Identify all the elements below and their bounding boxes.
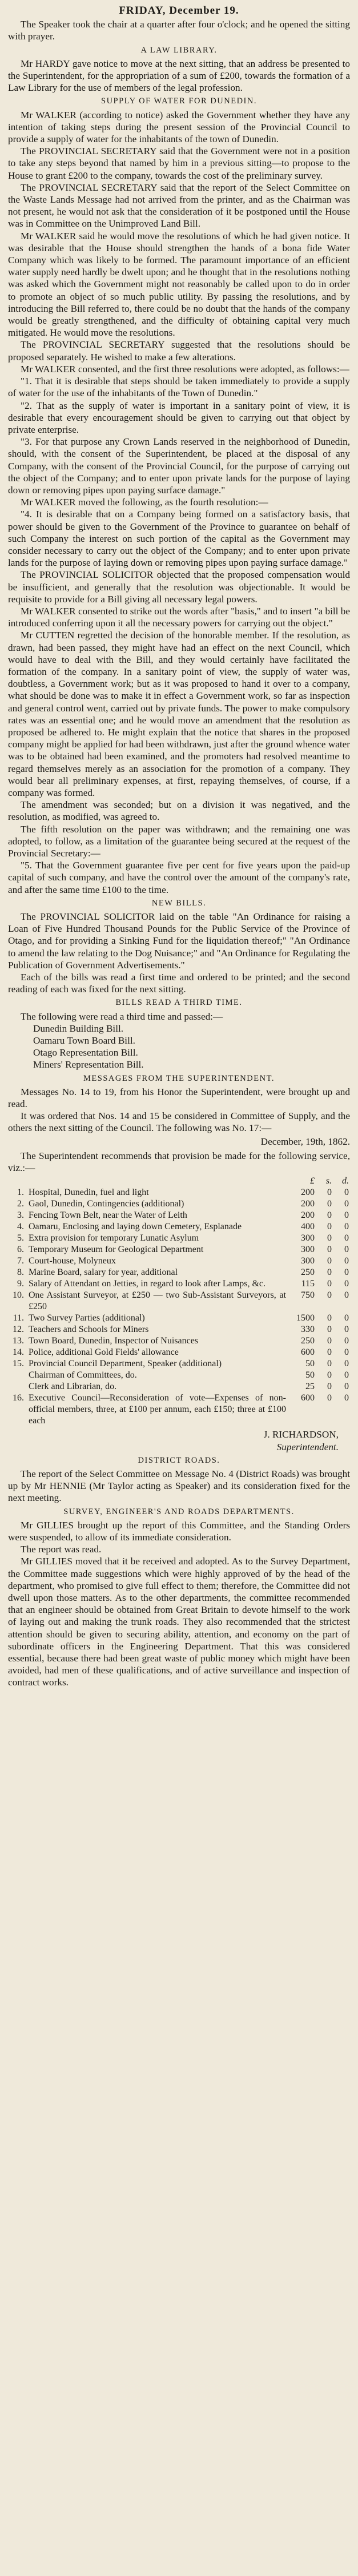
survey-report-brought-up: Mr GILLIES brought up the report of this Committee, and the Standing Orders were suspended, to allow of its immediate consideration. bbox=[8, 1519, 350, 1543]
new-bills-tabled: The PROVINCIAL SOLICITOR laid on the table "An Ordinance for raising a Loan of Five Hundred Thousand Pounds for the Public Service of the Province of Otago, and for providing a Sinking Fund for the liquidation thereof;" "An Ordinance to amend the law relating to the Dog Nuisance;" and "An Ordinance for Regulating the Publication of Government Advertisements." bbox=[8, 911, 350, 971]
amendment-result: The amendment was seconded; but on a division it was negatived, and the resolution, as modified, was agreed to. bbox=[8, 799, 350, 823]
messages-ordered: It was ordered that Nos. 14 and 15 be considered in Committee of Supply, and the others the next sitting of the Council. The following was No. 17:— bbox=[8, 1110, 350, 1134]
estimate-pence: 0 bbox=[344, 1336, 349, 1346]
estimate-number: 2. bbox=[17, 1199, 24, 1209]
resolution-4: "4. It is desirable that on a Company being formed on a satisfactory basis, that power should be given to the Government of the Province to guarantee on behalf of such Company the interest on such portion of the capital as the Government may consider necessary to carry out the object of the Company; and to enter upon private lands for the purpose of laying down or removing pipes upon paying surface damage." bbox=[8, 509, 350, 569]
gillies-motion: Mr GILLIES moved that it be received and adopted. As to the Survey Department, the Committee made suggestions which were highly approved of by the head of the department, who promised to give full effect to them; therefore, the Committee did not dwell upon those matters. As to the other departments, the committee recommended that an engineer should be obtained from Great Britain to devote himself to the work of laying out and making the trunk roads. They also recommended that the strictest attention should be given to securing ability, attention, and economy on the part of subordinate officers in the Engineering Department. That this was considered essential, because there had been great waste of public money which might have been avoided, had men of these qualifications, and of active surveillance and inspection of contract works. bbox=[8, 1556, 350, 1688]
estimate-pounds: 250 bbox=[301, 1267, 315, 1278]
estimate-row bbox=[8, 1221, 350, 1233]
estimate-pounds: 300 bbox=[301, 1233, 315, 1243]
estimate-number: 15. bbox=[13, 1359, 24, 1369]
estimate-pence: 0 bbox=[344, 1325, 349, 1335]
estimate-pence: 0 bbox=[344, 1279, 349, 1289]
estimate-number: 10. bbox=[13, 1290, 24, 1301]
estimate-pence: 0 bbox=[344, 1393, 349, 1403]
estimate-description: Marine Board, salary for year, additional bbox=[29, 1267, 178, 1278]
estimate-number: 3. bbox=[17, 1210, 24, 1221]
estimate-pounds: 200 bbox=[301, 1188, 315, 1198]
estimate-pounds: 600 bbox=[301, 1393, 315, 1403]
law-library-notice: Mr HARDY gave notice to move at the next sitting, that an address be presented to the Superintendent, for the appropriation of a sum of £200, towards the formation of a Law Library for the use of members of the legal profession. bbox=[8, 58, 350, 94]
estimate-pence: 0 bbox=[344, 1290, 349, 1301]
estimate-pence: 0 bbox=[344, 1370, 349, 1380]
estimate-shillings: 0 bbox=[327, 1279, 332, 1289]
estimate-pounds: 1500 bbox=[296, 1313, 315, 1323]
estimate-description: Chairman of Committees, do. bbox=[29, 1370, 137, 1380]
estimate-pence: 0 bbox=[344, 1245, 349, 1255]
fifth-resolution-note: The fifth resolution on the paper was withdrawn; and the remaining one was adopted, to follow, as a limitation of the guarantee being secured at the request of the Provincial Secretary:— bbox=[8, 823, 350, 859]
third-reading-intro: The following were read a third time and passed:— bbox=[21, 1011, 223, 1022]
estimate-shillings: 0 bbox=[327, 1267, 332, 1278]
estimate-shillings: 0 bbox=[327, 1370, 332, 1380]
estimate-shillings: 0 bbox=[327, 1313, 332, 1323]
estimate-pence: 0 bbox=[344, 1347, 349, 1358]
estimate-number: 7. bbox=[17, 1256, 24, 1266]
estimate-number: 5. bbox=[17, 1233, 24, 1243]
estimates-table bbox=[8, 1176, 350, 1427]
estimate-pounds: 330 bbox=[301, 1325, 315, 1335]
estimate-shillings: 0 bbox=[327, 1199, 332, 1209]
estimate-pounds: 50 bbox=[305, 1370, 315, 1380]
estimate-row bbox=[8, 1244, 350, 1255]
estimate-row bbox=[8, 1392, 350, 1427]
list-item: Otago Representation Bill. bbox=[33, 1047, 138, 1058]
estimate-number: 9. bbox=[17, 1279, 24, 1289]
fourth-resolution-intro: Mr WALKER moved the following, as the fourth resolution:— bbox=[21, 497, 268, 508]
estimate-pounds: 600 bbox=[301, 1347, 315, 1358]
estimate-shillings: 0 bbox=[327, 1222, 332, 1232]
estimate-shillings: 0 bbox=[327, 1245, 332, 1255]
estimate-pounds: 750 bbox=[301, 1290, 315, 1301]
estimate-row bbox=[8, 1324, 350, 1335]
estimate-shillings: 0 bbox=[327, 1325, 332, 1335]
walker-speech: Mr WALKER said he would move the resolutions of which he had given notice. It was desirable that the House should strengthen the hands of a bona fide Water Company which was likely to be formed. The paramount importance of an efficient water supply need hardly be dwelt upon; and he thought that in the resolutions nothing was asked which the Government might not reasonably be called upon to do in order to promote an object of so much public utility. By passing the resolutions, and by introducing the Bill referred to, there could be no doubt that the hands of the company would be greatly strengthened, and the difficulty of obtaining capital very much mitigated. He would move the resolutions. bbox=[8, 230, 350, 339]
waste-lands-message-note: The PROVINCIAL SECRETARY said that the report of the Select Committee on the Waste Lands Message had not arrived from the printer, and as the Chairman was not present, he would not ask that the consideration of it be postponed until the House was in Committee on the Unimproved Land Bill. bbox=[8, 182, 350, 230]
estimates-header-row bbox=[8, 1176, 350, 1187]
estimate-pounds: 200 bbox=[301, 1199, 315, 1209]
estimate-shillings: 0 bbox=[327, 1256, 332, 1266]
resolutions-adopted: Mr WALKER consented, and the first three resolutions were adopted, as follows:— bbox=[21, 363, 349, 375]
estimates-body bbox=[8, 1187, 350, 1427]
estimate-pence: 0 bbox=[344, 1222, 349, 1232]
estimate-number: 1. bbox=[17, 1188, 24, 1198]
estimate-shillings: 0 bbox=[327, 1233, 332, 1243]
estimate-shillings: 0 bbox=[327, 1382, 332, 1392]
estimate-description: Temporary Museum for Geological Department bbox=[29, 1245, 204, 1255]
water-secretary-reply: The PROVINCIAL SECRETARY said that the Government were not in a position to take any steps beyond that named by him in a previous sitting—to propose to the House to grant £200 to the company, towards the cost of the preliminary survey. bbox=[8, 146, 350, 181]
section-title-survey-departments: SURVEY, ENGINEER'S AND ROADS DEPARTMENTS. bbox=[63, 1507, 295, 1516]
estimate-row bbox=[8, 1198, 350, 1210]
estimate-number bbox=[8, 1370, 27, 1381]
list-item: Dunedin Building Bill. bbox=[33, 1023, 124, 1034]
section-title-district-roads: DISTRICT ROADS. bbox=[138, 1455, 220, 1465]
section-title-superintendent-messages: MESSAGES FROM THE SUPERINTENDENT. bbox=[83, 1073, 275, 1083]
secretary-suggestion: The PROVINCIAL SECRETARY suggested that the resolutions should be proposed separately. He wished to make a few alterations. bbox=[8, 339, 350, 363]
estimate-number: 8. bbox=[17, 1267, 24, 1278]
estimate-number: 6. bbox=[17, 1245, 24, 1255]
resolution-2: "2. That as the supply of water is important in a sanitary point of view, it is desirable that every encouragement should be given to carrying out that object by private enterprise. bbox=[8, 400, 350, 435]
list-item: Oamaru Town Board Bill. bbox=[33, 1035, 135, 1046]
estimate-pounds: 300 bbox=[301, 1256, 315, 1266]
estimate-row bbox=[8, 1267, 350, 1278]
estimate-row bbox=[8, 1187, 350, 1198]
estimate-row bbox=[8, 1290, 350, 1313]
estimate-pence: 0 bbox=[344, 1359, 349, 1369]
pounds-column-header: £ bbox=[310, 1176, 315, 1186]
estimate-number: 14. bbox=[13, 1347, 24, 1358]
estimate-row bbox=[8, 1370, 350, 1381]
estimate-description: Town Board, Dunedin, Inspector of Nuisances bbox=[29, 1336, 199, 1346]
estimate-pence: 0 bbox=[344, 1313, 349, 1323]
estimate-pounds: 25 bbox=[305, 1382, 315, 1392]
water-question: Mr WALKER (according to notice) asked the Government whether they have any intention of taking steps during the present session of the Provincial Council to provide a supply of water for the inhabitants of the town of Dunedin. bbox=[8, 109, 350, 145]
solicitor-objection: The PROVINCIAL SOLICITOR objected that the proposed compensation would be insufficient, and generally that the resolution was objectionable. It would be requisite to provide for a Bill giving all necessary legal powers. bbox=[8, 569, 350, 605]
estimate-description: One Assistant Surveyor, at £250 — two Sub-Assistant Surveyors, at £250 bbox=[29, 1290, 286, 1312]
walker-consent: Mr WALKER consented to strike out the words after "basis," and to insert "a bill be introduced conferring upon it all the necessary powers for carrying out the object." bbox=[8, 605, 350, 629]
resolution-1: "1. That it is desirable that steps should be taken immediately to provide a supply of water for the use of the inhabitants of the Town of Dunedin." bbox=[8, 376, 350, 399]
estimate-pence: 0 bbox=[344, 1199, 349, 1209]
section-title-water-supply: SUPPLY OF WATER FOR DUNEDIN. bbox=[101, 96, 257, 106]
resolution-3: "3. For that purpose any Crown Lands reserved in the neighborhood of Dunedin, should, with the consent of the Superintendent, be placed at the disposal of any Company, with the consent of the Provincial Council, for the purpose of carrying out the object of the Company; and to enter upon private lands for the purpose of laying down or removing pipes upon paying surface damage." bbox=[8, 436, 350, 496]
estimate-number: 12. bbox=[13, 1325, 24, 1335]
estimate-description: Oamaru, Enclosing and laying down Cemetery, Esplanade bbox=[29, 1222, 242, 1232]
estimate-shillings: 0 bbox=[327, 1393, 332, 1403]
estimate-number bbox=[8, 1381, 27, 1392]
estimate-number: 11. bbox=[13, 1313, 24, 1323]
estimate-row bbox=[8, 1335, 350, 1347]
message-date: December, 19th, 1862. bbox=[260, 1136, 350, 1147]
district-roads-report: The report of the Select Committee on Message No. 4 (District Roads) was brought up by Mr HENNIE (Mr Taylor acting as Speaker) and its consideration fixed for the next meeting. bbox=[8, 1468, 350, 1504]
estimate-pence: 0 bbox=[344, 1382, 349, 1392]
estimate-shillings: 0 bbox=[327, 1188, 332, 1198]
resolution-5: "5. That the Government guarantee five per cent for five years upon the paid-up capital of such company, and have the control over the amount of the company's rate, and after the same time £100 to the time. bbox=[8, 860, 350, 895]
estimate-pence: 0 bbox=[344, 1188, 349, 1198]
list-item: Miners' Representation Bill. bbox=[33, 1059, 144, 1070]
pence-column-header: d. bbox=[342, 1176, 349, 1186]
estimate-shillings: 0 bbox=[327, 1347, 332, 1358]
estimate-description: Teachers and Schools for Miners bbox=[29, 1325, 149, 1335]
estimate-shillings: 0 bbox=[327, 1210, 332, 1221]
opening-paragraph: The Speaker took the chair at a quarter after four o'clock; and he opened the sitting with prayer. bbox=[8, 19, 350, 42]
estimate-description: Extra provision for temporary Lunatic Asylum bbox=[29, 1233, 199, 1243]
estimate-number: 16. bbox=[13, 1393, 24, 1403]
sitting-date-heading: FRIDAY, December 19. bbox=[119, 5, 239, 17]
estimate-pence: 0 bbox=[344, 1233, 349, 1243]
estimate-row bbox=[8, 1358, 350, 1370]
estimate-shillings: 0 bbox=[327, 1290, 332, 1301]
estimate-pence: 0 bbox=[344, 1256, 349, 1266]
message-recommendation: The Superintendent recommends that provision be made for the following service, viz.:— bbox=[8, 1150, 350, 1174]
estimate-pounds: 50 bbox=[305, 1359, 315, 1369]
estimate-description: Provincial Council Department, Speaker (additional) bbox=[29, 1359, 222, 1369]
estimate-description: Clerk and Librarian, do. bbox=[29, 1382, 117, 1392]
estimate-row bbox=[8, 1210, 350, 1221]
new-bills-first-reading: Each of the bills was read a first time and ordered to be printed; and the second reading of each was fixed for the next sitting. bbox=[8, 972, 350, 995]
estimate-pounds: 200 bbox=[301, 1210, 315, 1221]
messages-brought-up: Messages No. 14 to 19, from his Honor the Superintendent, were brought up and read. bbox=[8, 1086, 350, 1110]
section-title-new-bills: NEW BILLS. bbox=[151, 898, 207, 908]
estimate-description: Police, additional Gold Fields' allowance bbox=[29, 1347, 179, 1358]
estimate-description: Hospital, Dunedin, fuel and light bbox=[29, 1188, 149, 1198]
estimate-number: 13. bbox=[13, 1336, 24, 1346]
estimate-description: Executive Council—Reconsideration of vote—Expenses of non-official members, three, at £100 per annum, each £150; three at £100 each bbox=[29, 1393, 286, 1426]
estimate-pence: 0 bbox=[344, 1210, 349, 1221]
estimate-description: Court-house, Molyneux bbox=[29, 1256, 116, 1266]
estimate-row bbox=[8, 1313, 350, 1324]
superintendent-title: Superintendent. bbox=[276, 1441, 339, 1452]
estimate-description: Gaol, Dunedin, Contingencies (additional) bbox=[29, 1199, 184, 1209]
estimate-description: Salary of Attendant on Jetties, in regard to look after Lamps, &c. bbox=[29, 1279, 266, 1289]
estimate-row bbox=[8, 1233, 350, 1244]
section-title-law-library: A LAW LIBRARY. bbox=[140, 45, 218, 55]
section-title-third-reading: BILLS READ A THIRD TIME. bbox=[115, 998, 243, 1008]
estimate-pounds: 250 bbox=[301, 1336, 315, 1346]
estimate-pounds: 400 bbox=[301, 1222, 315, 1232]
estimate-row bbox=[8, 1381, 350, 1392]
superintendent-signature: J. RICHARDSON, bbox=[263, 1429, 339, 1440]
estimate-number: 4. bbox=[17, 1222, 24, 1232]
estimate-description: Fencing Town Belt, near the Water of Leith bbox=[29, 1210, 187, 1221]
shillings-column-header: s. bbox=[325, 1176, 332, 1186]
estimate-shillings: 0 bbox=[327, 1336, 332, 1346]
survey-report-read: The report was read. bbox=[21, 1544, 102, 1555]
cutten-speech: Mr CUTTEN regretted the decision of the honorable member. If the resolution, as drawn, had been passed, they might have had an effect on the next Council, which would have to deal with the Bill, and they would certainly have facilitated the formation of the company. In a sanitary point of view, the supply of water was, doubtless, a Government work; but as it was proposed to hand it over to a company, what should be done was to make it in effect a Government work, so far as inspection and general control went, carried out by private funds. The power to make compulsory rates was an essential one; and he would move an amendment that the resolution as proposed be adhered to. He might explain that the notice that shares in the proposed company might be applied for had been withdrawn, just after the ground whence water was to be obtained had been examined, and the promoters had resolved meantime to regard themselves merely as an association for the promotion of a company. They would bear all preliminary expenses, at first, repaying themselves, of course, if a company was formed. bbox=[8, 630, 350, 798]
estimate-row bbox=[8, 1347, 350, 1358]
third-reading-bill-list bbox=[8, 1023, 350, 1071]
estimate-pounds: 115 bbox=[301, 1279, 315, 1289]
estimate-shillings: 0 bbox=[327, 1359, 332, 1369]
estimate-pence: 0 bbox=[344, 1267, 349, 1278]
estimate-row bbox=[8, 1278, 350, 1290]
estimate-row bbox=[8, 1255, 350, 1267]
estimate-pounds: 300 bbox=[301, 1245, 315, 1255]
estimate-description: Two Survey Parties (additional) bbox=[29, 1313, 145, 1323]
